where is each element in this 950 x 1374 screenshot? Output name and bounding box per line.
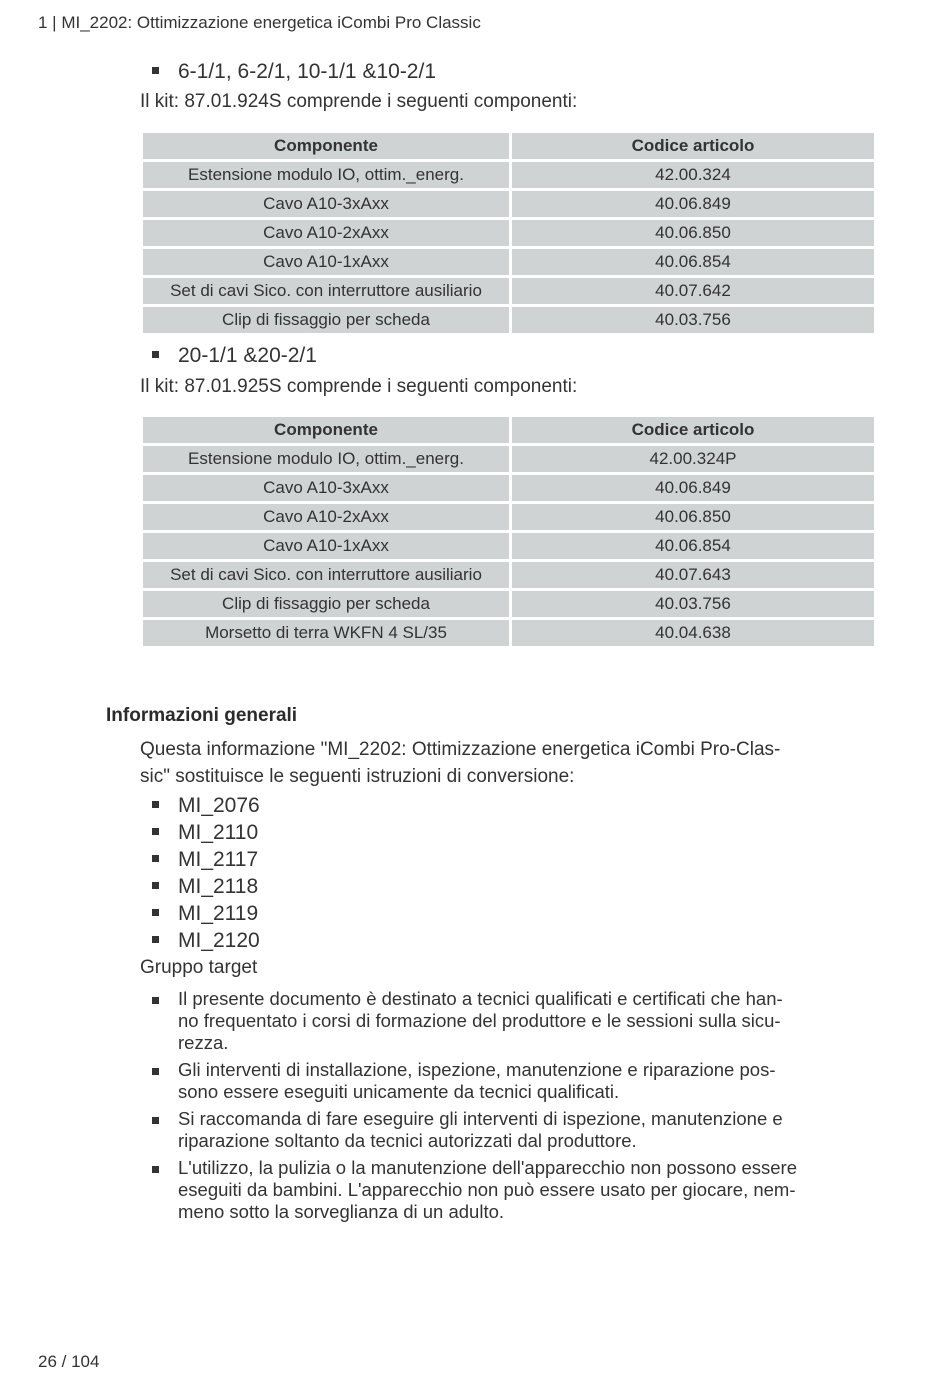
cell-codice: 40.06.849 bbox=[512, 475, 874, 501]
list-item-label: MI_2118 bbox=[178, 875, 259, 898]
kit1-models-bullet bbox=[152, 60, 436, 84]
table-row bbox=[143, 446, 874, 472]
table-row bbox=[143, 307, 874, 333]
list-item bbox=[152, 1108, 877, 1152]
bullet-square-icon bbox=[152, 909, 159, 916]
list-item-line: Gli interventi di installazione, ispezione, manutenzione e riparazione pos- bbox=[178, 1059, 776, 1080]
kit2-models-bullet bbox=[152, 344, 317, 368]
cell-codice: 40.04.638 bbox=[512, 620, 874, 646]
table-row bbox=[143, 475, 874, 501]
bullet-square-icon bbox=[152, 997, 159, 1004]
table-row bbox=[143, 504, 874, 530]
list-item-label: MI_2120 bbox=[178, 929, 260, 952]
column-header-componente: Componente bbox=[143, 417, 509, 443]
table-row bbox=[143, 249, 874, 275]
cell-codice: 40.06.850 bbox=[512, 504, 874, 530]
general-paragraph bbox=[140, 736, 870, 790]
table-row bbox=[143, 591, 874, 617]
bullet-square-icon bbox=[152, 1068, 159, 1075]
list-item bbox=[152, 846, 260, 873]
bullet-square-icon bbox=[152, 828, 159, 835]
cell-componente: Cavo A10-3xAxx bbox=[143, 191, 509, 217]
cell-codice: 40.07.643 bbox=[512, 562, 874, 588]
bullet-square-icon bbox=[152, 855, 159, 862]
column-header-componente: Componente bbox=[143, 133, 509, 159]
list-item-label: MI_2119 bbox=[178, 902, 259, 925]
kit1-intro: Il kit: 87.01.924S comprende i seguenti componenti: bbox=[140, 91, 578, 112]
cell-componente: Clip di fissaggio per scheda bbox=[143, 307, 509, 333]
section-title-informazioni-generali: Informazioni generali bbox=[106, 705, 298, 726]
bullet-square-icon bbox=[152, 67, 159, 74]
column-header-codice: Codice articolo bbox=[512, 417, 874, 443]
bullet-square-icon bbox=[152, 801, 159, 808]
list-item bbox=[152, 988, 877, 1054]
list-item-line: meno sotto la sorveglianza di un adulto. bbox=[178, 1201, 505, 1222]
cell-codice: 42.00.324 bbox=[512, 162, 874, 188]
list-item-line: no frequentato i corsi di formazione del produttore e le sessioni sulla sicu- bbox=[178, 1010, 781, 1031]
kit2-intro: Il kit: 87.01.925S comprende i seguenti componenti: bbox=[140, 376, 578, 397]
cell-componente: Estensione modulo IO, ottim._energ. bbox=[143, 446, 509, 472]
bullet-square-icon bbox=[152, 936, 159, 943]
table-row bbox=[143, 562, 874, 588]
list-item-label: MI_2110 bbox=[178, 821, 259, 844]
column-header-codice: Codice articolo bbox=[512, 133, 874, 159]
paragraph-line: sic" sostituisce le seguenti istruzioni di conversione: bbox=[140, 766, 575, 787]
page-number: 26 / 104 bbox=[38, 1352, 100, 1371]
cell-componente: Morsetto di terra WKFN 4 SL/35 bbox=[143, 620, 509, 646]
kit2-models: 20-1/1 &20-2/1 bbox=[178, 344, 317, 367]
list-item-line: sono essere eseguiti unicamente da tecnici qualificati. bbox=[178, 1081, 620, 1102]
list-item-line: rezza. bbox=[178, 1032, 229, 1053]
bullet-square-icon bbox=[152, 1166, 159, 1173]
list-item-line: eseguiti da bambini. L'apparecchio non può essere usato per giocare, nem- bbox=[178, 1179, 796, 1200]
cell-codice: 42.00.324P bbox=[512, 446, 874, 472]
table-row bbox=[143, 620, 874, 646]
cell-componente: Set di cavi Sico. con interruttore ausiliario bbox=[143, 278, 509, 304]
list-item-line: Si raccomanda di fare eseguire gli interventi di ispezione, manutenzione e bbox=[178, 1108, 783, 1129]
cell-codice: 40.06.850 bbox=[512, 220, 874, 246]
table-row bbox=[143, 278, 874, 304]
list-item bbox=[152, 1157, 877, 1223]
cell-codice: 40.06.854 bbox=[512, 249, 874, 275]
list-item bbox=[152, 927, 260, 954]
list-item-label: MI_2117 bbox=[178, 848, 259, 871]
kit1-models: 6-1/1, 6-2/1, 10-1/1 &10-2/1 bbox=[178, 60, 436, 83]
bullet-square-icon bbox=[152, 351, 159, 358]
cell-componente: Clip di fissaggio per scheda bbox=[143, 591, 509, 617]
cell-codice: 40.03.756 bbox=[512, 591, 874, 617]
cell-codice: 40.06.849 bbox=[512, 191, 874, 217]
replaced-instructions-list bbox=[152, 792, 260, 954]
list-item bbox=[152, 819, 260, 846]
cell-componente: Cavo A10-1xAxx bbox=[143, 533, 509, 559]
list-item bbox=[152, 900, 260, 927]
table-row bbox=[143, 533, 874, 559]
page-header: 1 | MI_2202: Ottimizzazione energetica iCombi Pro Classic bbox=[38, 13, 481, 32]
table-row bbox=[143, 191, 874, 217]
table-row bbox=[143, 220, 874, 246]
table-header-row bbox=[143, 417, 874, 443]
paragraph-line: Questa informazione "MI_2202: Ottimizzazione energetica iCombi Pro-Clas- bbox=[140, 739, 781, 760]
cell-componente: Cavo A10-1xAxx bbox=[143, 249, 509, 275]
list-item-line: Il presente documento è destinato a tecnici qualificati e certificati che han- bbox=[178, 988, 783, 1009]
cell-codice: 40.03.756 bbox=[512, 307, 874, 333]
target-group-heading: Gruppo target bbox=[140, 957, 258, 978]
kit1-components-table bbox=[140, 130, 877, 336]
bullet-square-icon bbox=[152, 1117, 159, 1124]
list-item bbox=[152, 792, 260, 819]
table-row bbox=[143, 162, 874, 188]
cell-componente: Cavo A10-2xAxx bbox=[143, 504, 509, 530]
target-group-list bbox=[152, 988, 877, 1228]
cell-componente: Set di cavi Sico. con interruttore ausiliario bbox=[143, 562, 509, 588]
table-header-row bbox=[143, 133, 874, 159]
cell-codice: 40.07.642 bbox=[512, 278, 874, 304]
list-item-line: riparazione soltanto da tecnici autorizzati dal produttore. bbox=[178, 1130, 637, 1151]
list-item-line: L'utilizzo, la pulizia o la manutenzione dell'apparecchio non possono essere bbox=[178, 1157, 797, 1178]
cell-componente: Cavo A10-3xAxx bbox=[143, 475, 509, 501]
bullet-square-icon bbox=[152, 882, 159, 889]
cell-codice: 40.06.854 bbox=[512, 533, 874, 559]
cell-componente: Cavo A10-2xAxx bbox=[143, 220, 509, 246]
kit2-components-table bbox=[140, 414, 877, 649]
list-item-label: MI_2076 bbox=[178, 794, 260, 817]
cell-componente: Estensione modulo IO, ottim._energ. bbox=[143, 162, 509, 188]
list-item bbox=[152, 873, 260, 900]
list-item bbox=[152, 1059, 877, 1103]
